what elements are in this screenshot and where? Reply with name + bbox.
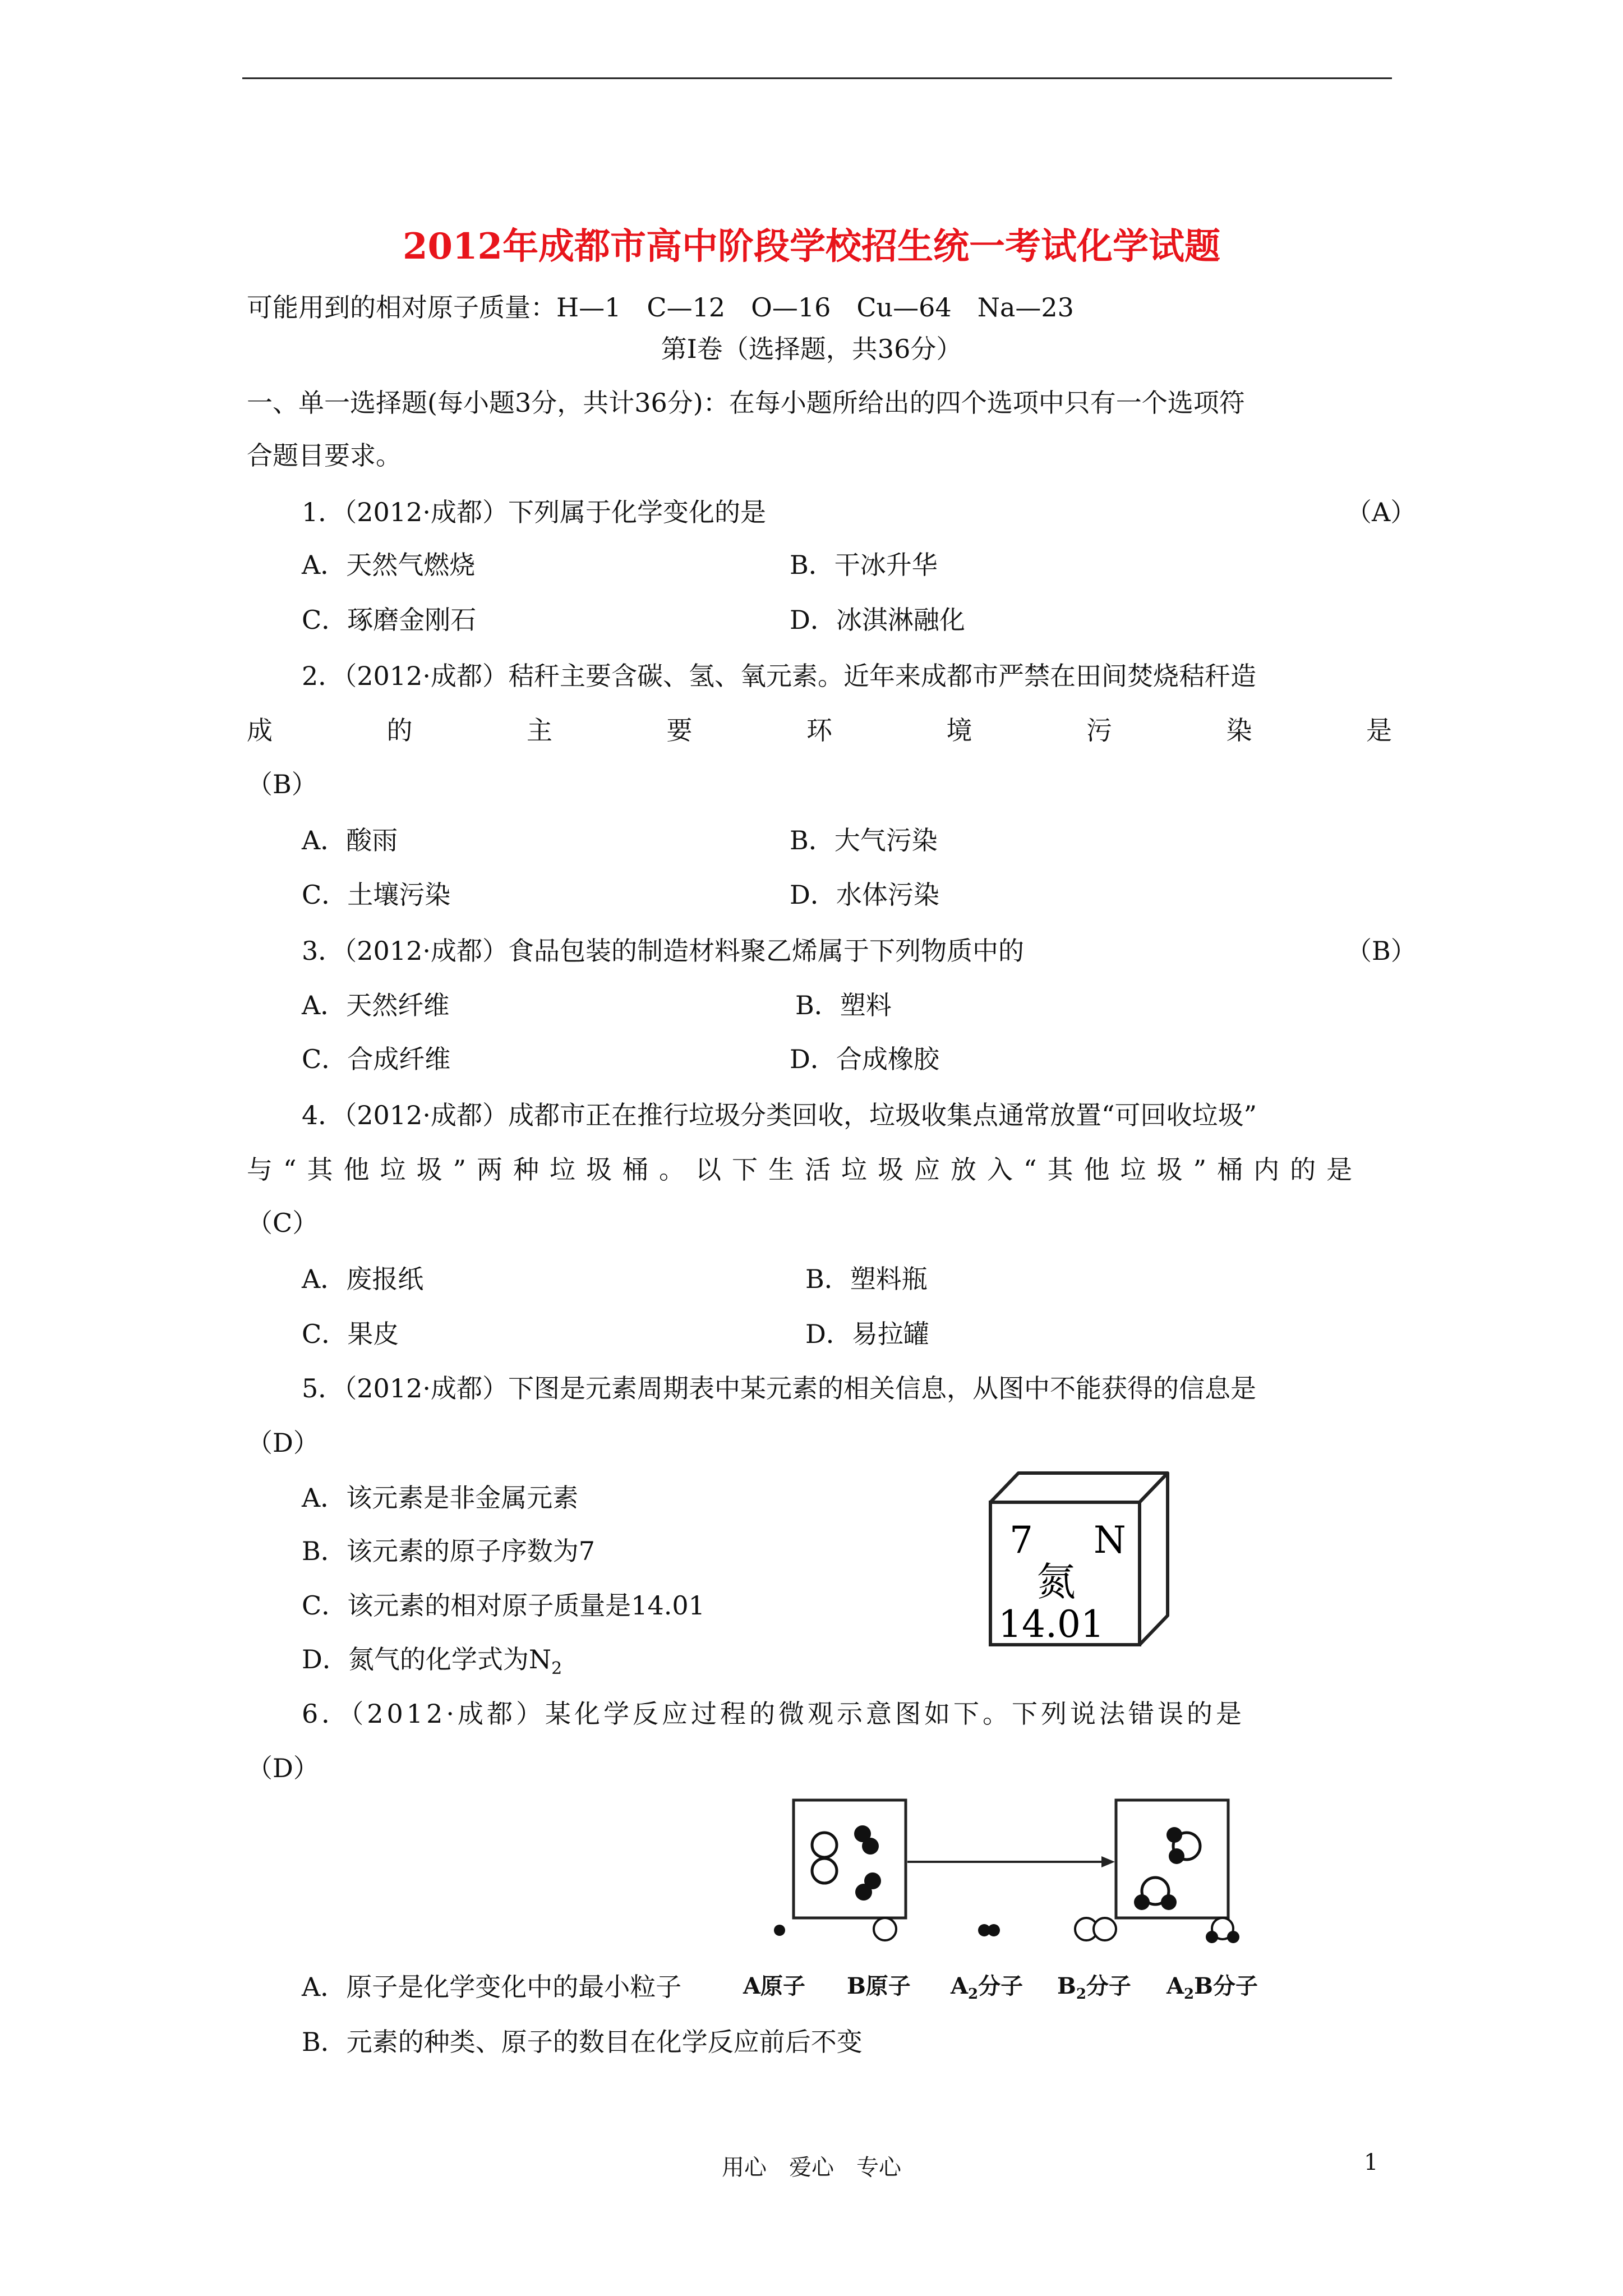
legend-b2-pre: B xyxy=(1057,1973,1076,1999)
legend-b-atom-icon xyxy=(874,1918,896,1940)
question-2-char: 的 xyxy=(386,715,413,746)
question-4-option-b: B．塑料瓶 xyxy=(805,1264,928,1294)
legend-a2-pre: A xyxy=(951,1973,969,1999)
question-4-answer: （C） xyxy=(247,1208,319,1238)
question-3-option-b: B．塑料 xyxy=(795,990,892,1020)
question-1-option-d: D．冰淇淋融化 xyxy=(790,605,965,635)
question-4-option-a: A．废报纸 xyxy=(302,1264,424,1294)
instructions-line1: 一、单一选择题(每小题3分，共计36分)：在每小题所给出的四个选项中只有一个选项符 xyxy=(247,388,1245,418)
element-name: 氮 xyxy=(1036,1559,1076,1605)
question-2-char: 染 xyxy=(1226,715,1252,746)
cube-side-face xyxy=(1140,1473,1168,1645)
question-3-answer: （B） xyxy=(1346,936,1417,966)
question-2-char: 环 xyxy=(806,715,832,746)
question-1-answer: （A） xyxy=(1346,497,1417,527)
question-5-option-d-subscript: 2 xyxy=(551,1659,562,1679)
question-5-option-d-text: D．氮气的化学式为N xyxy=(302,1644,552,1674)
legend-a-atom-icon xyxy=(774,1925,785,1936)
section-title: 第Ⅰ卷（选择题，共36分） xyxy=(661,334,962,364)
question-2-line2 xyxy=(247,714,1392,747)
question-5-text: 5．（2012·成都）下图是元素周期表中某元素的相关信息，从图中不能获得的信息是 xyxy=(302,1373,1256,1404)
legend-b2-post: 分子 xyxy=(1086,1973,1131,1999)
footer-slogan: 用心 爱心 专心 xyxy=(722,2155,901,2180)
question-2-char: 要 xyxy=(666,715,693,746)
legend-a2-sub: 2 xyxy=(968,1986,979,2003)
question-4-option-c: C．果皮 xyxy=(302,1319,399,1349)
legend-a2b-pre: A xyxy=(1166,1973,1184,1999)
question-1-option-b: B．干冰升华 xyxy=(790,550,938,580)
legend-a2b-sub: 2 xyxy=(1184,1986,1195,2003)
question-6-option-b: B．元素的种类、原子的数目在化学反应前后不变 xyxy=(302,2027,863,2057)
legend-a2b-icon xyxy=(1206,1918,1239,1943)
element-number: 7 xyxy=(1009,1519,1033,1562)
page-title: 2012年成都市高中阶段学校招生统一考试化学试题 xyxy=(402,226,1221,268)
element-symbol: N xyxy=(1094,1519,1126,1562)
question-6-answer: （D） xyxy=(247,1753,319,1783)
legend-b2-icon xyxy=(1075,1918,1116,1940)
element-mass: 14.01 xyxy=(998,1603,1104,1646)
question-3-option-a: A．天然纤维 xyxy=(302,990,450,1020)
question-2-answer: （B） xyxy=(247,769,317,799)
question-2-char: 境 xyxy=(946,715,972,746)
question-5-option-b: B．该元素的原子序数为7 xyxy=(302,1536,596,1566)
question-3-text: 3．（2012·成都）食品包装的制造材料聚乙烯属于下列物质中的 xyxy=(302,936,1024,966)
cube-top-face xyxy=(990,1473,1168,1502)
legend-a2-label xyxy=(951,1968,1023,2003)
legend-a2-icon xyxy=(978,1924,1000,1936)
page-number: 1 xyxy=(1364,2150,1378,2175)
question-5-option-d xyxy=(302,1642,562,1686)
question-5-option-c: C．该元素的相对原子质量是14.01 xyxy=(302,1590,705,1621)
question-4-option-d: D．易拉罐 xyxy=(805,1319,929,1349)
question-1-option-c: C．琢磨金刚石 xyxy=(302,605,477,635)
question-6-option-a: A．原子是化学变化中的最小粒子 xyxy=(302,1972,682,2002)
question-4-text: 4．（2012·成都）成都市正在推行垃圾分类回收，垃圾收集点通常放置“可回收垃圾” xyxy=(302,1100,1257,1130)
question-2-char: 主 xyxy=(527,715,552,746)
question-5-answer: （D） xyxy=(247,1428,319,1458)
question-6-text: 6．（2012·成都）某化学反应过程的微观示意图如下。下列说法错误的是 xyxy=(302,1699,1245,1729)
question-2-option-d: D．水体污染 xyxy=(790,880,939,910)
question-2-option-c: C．土壤污染 xyxy=(302,880,451,910)
legend-a2b-post: B分子 xyxy=(1194,1973,1258,1999)
question-5-option-a: A．该元素是非金属元素 xyxy=(302,1483,579,1513)
question-4-line2: 与“其他垃圾”两种垃圾桶。以下生活垃圾应放入“其他垃圾”桶内的是 xyxy=(247,1154,1363,1185)
before-box xyxy=(794,1800,906,1918)
legend-a2b-label xyxy=(1166,1968,1258,2003)
legend-a2-post: 分子 xyxy=(978,1973,1023,1999)
question-2-option-b: B．大气污染 xyxy=(790,825,938,855)
instructions-line2: 合题目要求。 xyxy=(247,440,402,471)
question-2-char: 污 xyxy=(1086,715,1112,746)
atomic-masses: 可能用到的相对原子质量：H—1 C—12 O—16 Cu—64 Na—23 xyxy=(247,292,1074,323)
header-rule xyxy=(242,77,1392,79)
question-1-text: 1．（2012·成都）下列属于化学变化的是 xyxy=(302,497,766,527)
legend-b-atom-label: B原子 xyxy=(847,1973,911,1999)
element-card-figure xyxy=(987,1469,1178,1654)
reaction-arrow-head xyxy=(1101,1856,1115,1867)
legend-a-atom-label: A原子 xyxy=(743,1973,806,1999)
question-3-option-c: C．合成纤维 xyxy=(302,1044,451,1074)
legend-b2-label xyxy=(1057,1968,1131,2003)
legend-b2-sub: 2 xyxy=(1076,1986,1086,2003)
question-2-char: 成 xyxy=(247,715,273,746)
question-2-char: 是 xyxy=(1366,715,1392,746)
question-1-option-a: A．天然气燃烧 xyxy=(302,550,476,580)
question-2-option-a: A．酸雨 xyxy=(302,825,398,855)
question-2-text: 2．（2012·成都）秸秆主要含碳、氢、氧元素。近年来成都市严禁在田间焚烧秸秆造 xyxy=(302,661,1256,691)
question-3-option-d: D．合成橡胶 xyxy=(790,1044,939,1074)
reaction-diagram xyxy=(763,1792,1267,1952)
